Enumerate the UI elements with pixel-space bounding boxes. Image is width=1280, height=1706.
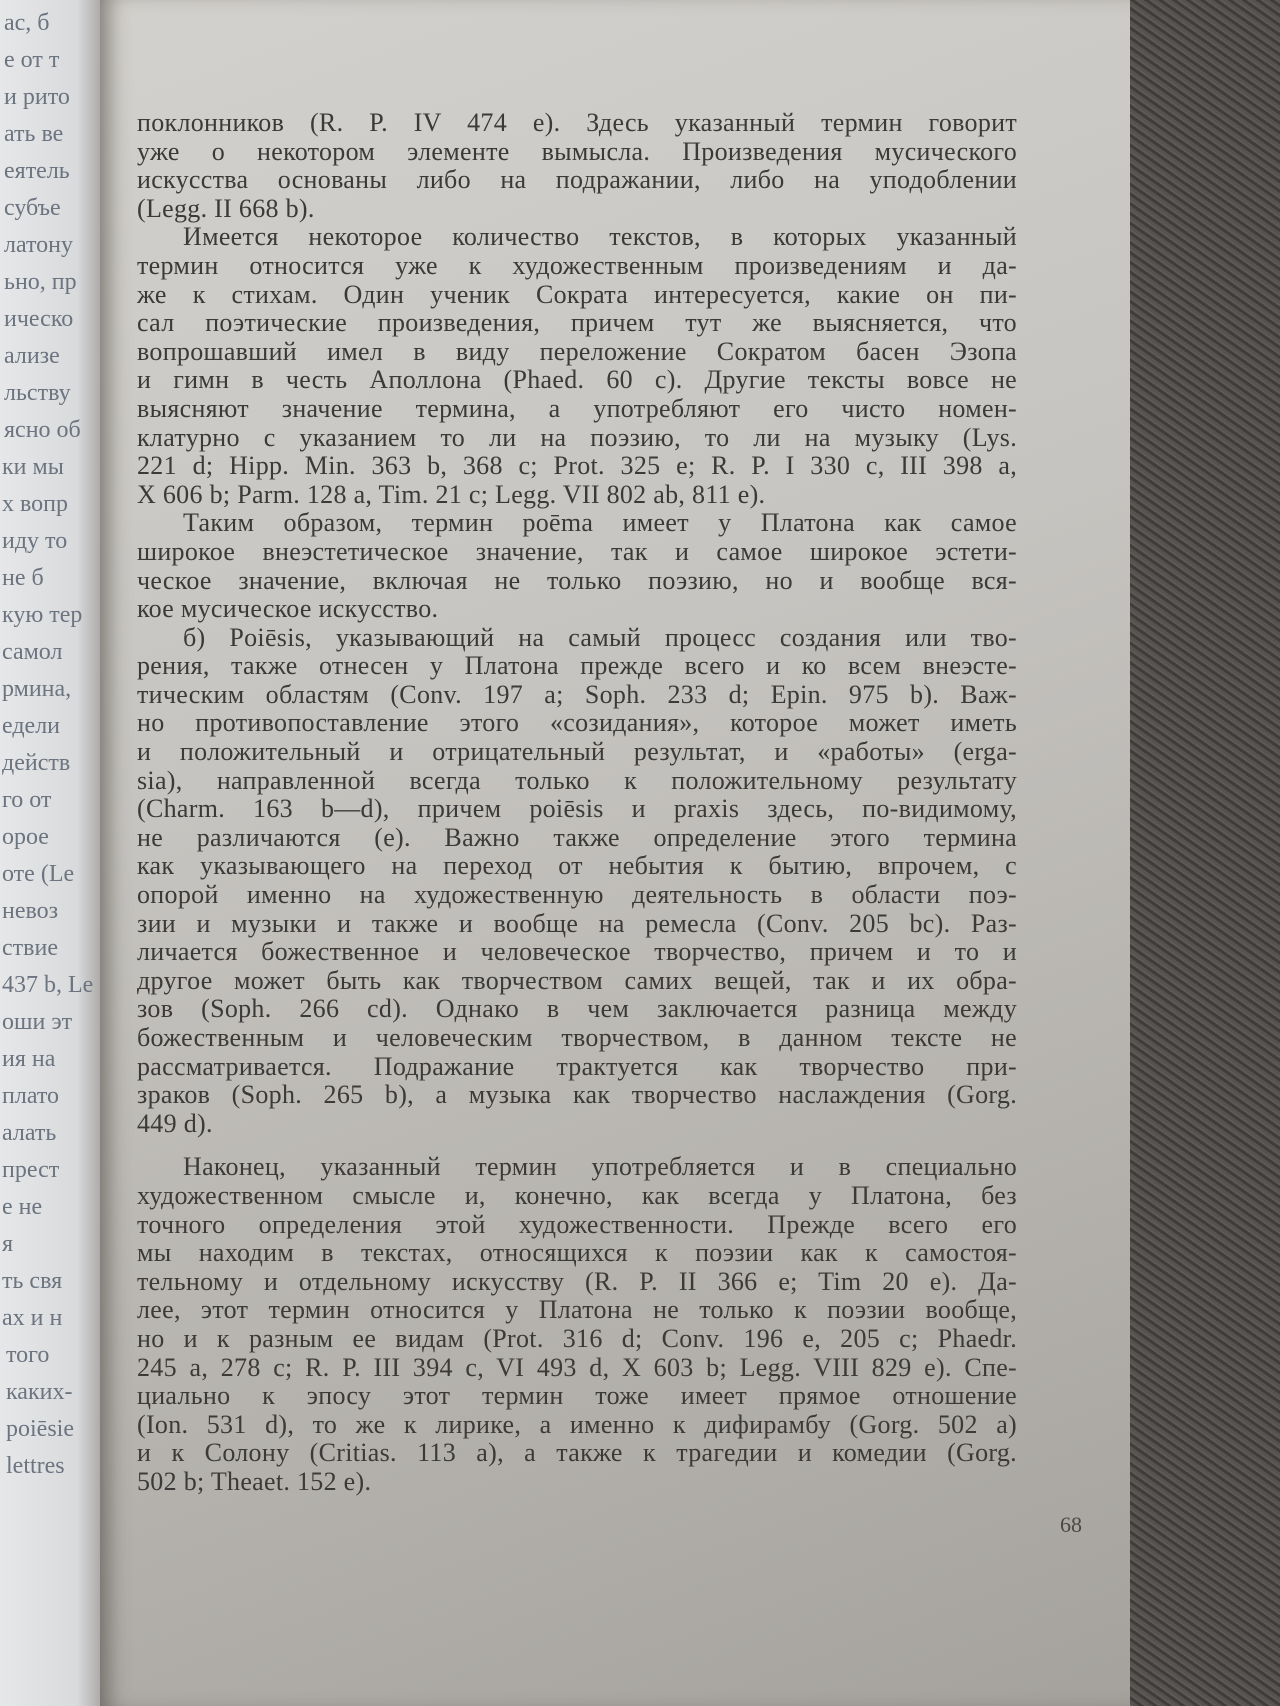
facing-page-left bbox=[0, 0, 110, 1706]
text-line: Имеется некоторое количество текстов, в которых указанный bbox=[183, 222, 1017, 252]
text-line: (Charm. 163 b—d), причем poiēsis и praxis здесь, по-видимому, bbox=[137, 794, 1017, 824]
text-line: опорой именно на художественную деятельность в области поэ- bbox=[137, 880, 1017, 910]
background-carpet bbox=[1120, 0, 1280, 1706]
text-line: лее, этот термин относится у Платона не только к поэзии вообще, bbox=[137, 1295, 1017, 1325]
text-line: и гимн в честь Аполлона (Phaed. 60 c). Другие тексты вовсе не bbox=[137, 365, 1017, 395]
text-line: кое мусическое искусство. bbox=[137, 594, 439, 624]
text-line: вопрошавший имел в виду переложение Сократом басен Эзопа bbox=[137, 336, 1017, 366]
paragraph bbox=[137, 624, 1017, 1139]
facing-page-fragment: е от т bbox=[4, 47, 60, 73]
text-line: 502 b; Theaet. 152 e). bbox=[137, 1466, 372, 1496]
paragraph bbox=[137, 509, 1017, 623]
facing-page-fragment: прест bbox=[2, 1157, 60, 1183]
text-line: рения, также отнесен у Платона прежде всего и ко всем внеэсте- bbox=[137, 651, 1017, 681]
facing-page-fragment: ясно об bbox=[4, 417, 81, 443]
text-line: и к Солону (Critias. 113 a), а также к трагедии и комедии (Gorg. bbox=[137, 1438, 1017, 1468]
text-line: клатурно с указанием то ли на поэзию, то ли на музыку (Lys. bbox=[137, 422, 1017, 452]
facing-page-fragment: ствие bbox=[2, 935, 58, 961]
facing-page-fragment: действ bbox=[2, 750, 71, 776]
text-line: же к стихам. Один ученик Сократа интересуется, какие он пи- bbox=[137, 279, 1017, 309]
facing-page-fragment: и рито bbox=[4, 84, 70, 110]
facing-page-fragment: е не bbox=[2, 1194, 43, 1220]
text-line: термин относится уже к художественным произведениям и да- bbox=[137, 250, 1017, 280]
text-line: тельному и отдельному искусству (R. P. II 366 e; Tim 20 e). Да- bbox=[137, 1266, 1017, 1296]
text-line: выясняют значение термина, а употребляют его чисто номен- bbox=[137, 393, 1017, 423]
facing-page-fragment: кую тер bbox=[2, 602, 83, 628]
text-line: рассматривается. Подражание трактуется как творчество при- bbox=[137, 1051, 1017, 1081]
text-line: искусства основаны либо на подражании, либо на уподоблении bbox=[137, 165, 1017, 195]
facing-page-fragment: едели bbox=[2, 713, 61, 739]
facing-page-fragment: орое bbox=[2, 824, 49, 850]
text-line: и положительный и отрицательный результат, и «работы» (erga- bbox=[137, 737, 1017, 767]
text-line: (Ion. 531 d), то же к лирике, а именно к дифирамбу (Gorg. 502 a) bbox=[137, 1409, 1017, 1439]
text-line: точного определения этой художественности. Прежде всего его bbox=[137, 1209, 1017, 1239]
facing-page-fragment: еятель bbox=[4, 158, 70, 184]
facing-page-fragment: оте (Le bbox=[2, 861, 75, 887]
facing-page-fragment: ия на bbox=[2, 1046, 56, 1072]
text-line: тическим областям (Conv. 197 a; Soph. 233 d; Epin. 975 b). Важ- bbox=[137, 679, 1017, 709]
text-line: зии и музыки и также и вообще на ремесла (Conv. 205 bc). Раз- bbox=[137, 908, 1017, 938]
text-line: как указывающего на переход от небытия к бытию, впрочем, с bbox=[137, 851, 1017, 881]
text-line: 449 d). bbox=[137, 1108, 213, 1138]
text-line: Таким образом, термин poēma имеет у Платона как самое bbox=[183, 508, 1017, 538]
text-line: мы находим в текстах, относящихся к поэзии как к самостоя- bbox=[137, 1238, 1017, 1268]
text-line: sia), направленной всегда только к положительному результату bbox=[137, 765, 1017, 795]
text-line: ческое значение, включая не только поэзию, но и вообще вся- bbox=[137, 565, 1017, 595]
text-line: (Legg. II 668 b). bbox=[137, 193, 315, 223]
text-line: циально к эпосу этот термин тоже имеет прямое отношение bbox=[137, 1381, 1017, 1411]
text-line: художественном смысле и, конечно, как всегда у Платона, без bbox=[137, 1180, 1017, 1210]
facing-page-fragment: poiēsie bbox=[6, 1416, 74, 1442]
text-line: сал поэтические произведения, причем тут же выясняется, что bbox=[137, 308, 1017, 338]
facing-page-fragment: не б bbox=[2, 565, 44, 591]
facing-page-fragment: ас, б bbox=[4, 10, 50, 36]
facing-page-fragment: 437 b, Le bbox=[2, 972, 94, 998]
facing-page-fragment: х вопр bbox=[2, 491, 69, 517]
page-body-text bbox=[137, 109, 1017, 1497]
facing-page-fragment: го от bbox=[2, 787, 52, 813]
facing-page-fragment: того bbox=[6, 1342, 50, 1368]
text-line: зраков (Soph. 265 b), а музыка как творчество наслаждения (Gorg. bbox=[137, 1080, 1017, 1110]
page-number: 68 bbox=[1060, 1512, 1082, 1537]
paragraph bbox=[137, 109, 1017, 223]
facing-page-fragment: ах и н bbox=[2, 1305, 63, 1331]
text-line: уже о некотором элементе вымысла. Произведения мусического bbox=[137, 136, 1017, 166]
facing-page-fragment: ализе bbox=[4, 343, 60, 369]
text-line: но и к разным ее видам (Prot. 316 d; Conv. 196 e, 205 c; Phaedr. bbox=[137, 1323, 1017, 1353]
facing-page-fragment: рмина, bbox=[2, 676, 72, 702]
text-line: но противопоставление этого «созидания», которое может иметь bbox=[137, 708, 1017, 738]
facing-page-fragment: lettres bbox=[6, 1453, 65, 1479]
text-line: зов (Soph. 266 cd). Однако в чем заключается разница между bbox=[137, 994, 1017, 1024]
text-line: Наконец, указанный термин употребляется и в специально bbox=[183, 1152, 1017, 1182]
text-line: божественным и человеческим творчеством, в данном тексте не bbox=[137, 1023, 1017, 1052]
facing-page-fragment: ки мы bbox=[2, 454, 64, 480]
text-line: 221 d; Hipp. Min. 363 b, 368 c; Prot. 325 e; R. P. I 330 c, III 398 a, bbox=[137, 451, 1017, 481]
facing-page-fragment: ть свя bbox=[2, 1268, 63, 1294]
text-line: личается божественное и человеческое творчество, причем и то и bbox=[137, 937, 1017, 967]
facing-page-fragment: оши эт bbox=[2, 1009, 73, 1035]
paragraph bbox=[137, 223, 1017, 509]
paragraph bbox=[137, 1153, 1017, 1496]
text-line: широкое внеэстетическое значение, так и самое широкое эстети- bbox=[137, 536, 1017, 566]
facing-page-fragment: ьно, пр bbox=[4, 269, 77, 295]
book-page bbox=[100, 0, 1130, 1706]
facing-page-fragment: я bbox=[2, 1231, 14, 1257]
facing-page-fragment: самол bbox=[2, 639, 63, 665]
text-line: 245 a, 278 c; R. P. III 394 c, VI 493 d, X 603 b; Legg. VIII 829 e). Спе- bbox=[137, 1352, 1017, 1382]
text-line: поклонников (R. P. IV 474 e). Здесь указанный термин говорит bbox=[137, 108, 1017, 137]
facing-page-fragment: льству bbox=[4, 380, 71, 406]
facing-page-fragment: субъе bbox=[4, 195, 61, 221]
facing-page-fragment: иду то bbox=[2, 528, 68, 554]
facing-page-fragment: каких- bbox=[6, 1379, 73, 1405]
facing-page-fragment: невоз bbox=[2, 898, 59, 924]
text-line: не различаются (e). Важно также определение этого термина bbox=[137, 822, 1017, 852]
facing-page-fragment: алать bbox=[2, 1120, 57, 1146]
facing-page-fragment: ать ве bbox=[4, 121, 64, 147]
facing-page-fragment: латону bbox=[4, 232, 74, 258]
text-line: другое может быть как творчеством самих вещей, так и их обра- bbox=[137, 965, 1017, 995]
text-line: X 606 b; Parm. 128 a, Tim. 21 c; Legg. VII 802 ab, 811 e). bbox=[137, 479, 766, 509]
text-line: б) Poiēsis, указывающий на самый процесс создания или тво- bbox=[183, 622, 1017, 652]
facing-page-fragment: плато bbox=[2, 1083, 60, 1109]
facing-page-fragment: ическо bbox=[4, 306, 74, 332]
